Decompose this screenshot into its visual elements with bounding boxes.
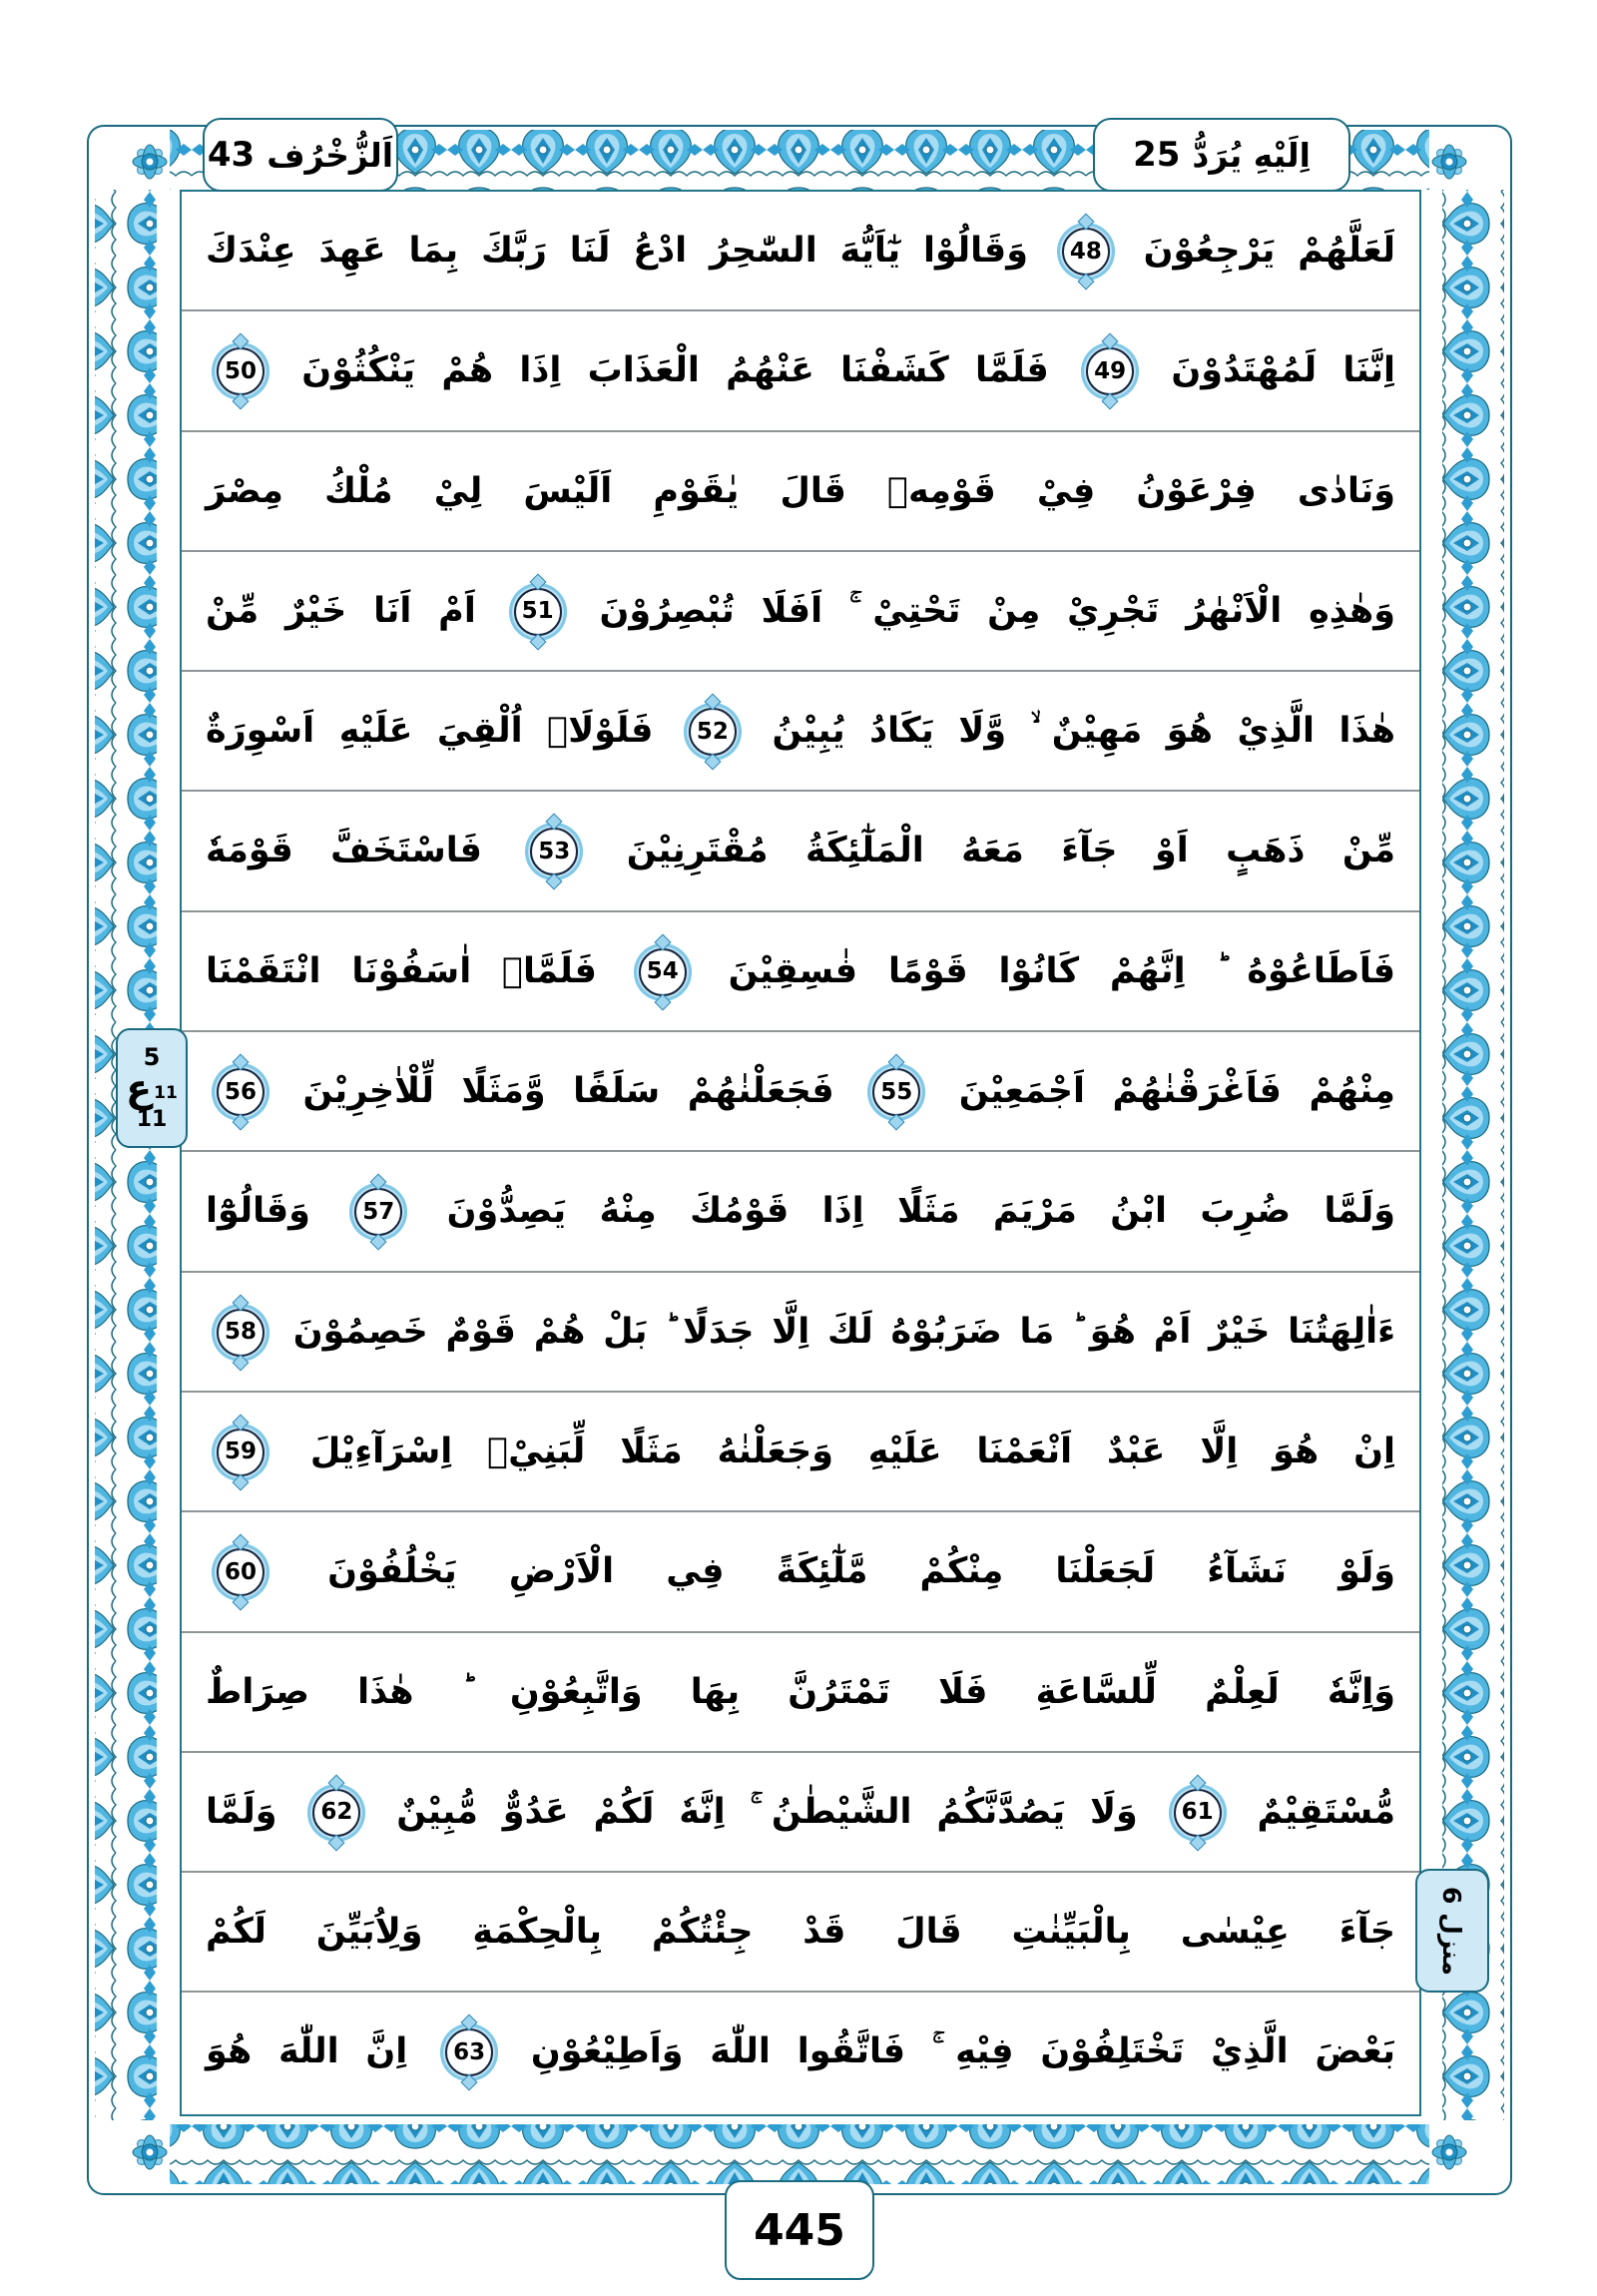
quran-line-3 <box>182 432 1419 552</box>
ayah-marker-57 <box>349 1183 407 1241</box>
ruku-surah-count: 5 <box>143 1043 161 1071</box>
quran-line-6 <box>182 792 1419 911</box>
ayah-number: 52 <box>689 708 737 756</box>
quran-line-9 <box>182 1152 1419 1272</box>
ayah-number: 50 <box>217 347 265 395</box>
ayah-marker-50 <box>212 342 269 400</box>
juz-name: اِلَيْهِ يُرَدُّ <box>1192 135 1311 175</box>
surah-header-tab <box>203 118 398 192</box>
quran-text-segment: لَعَلَّهُمْ يَرْجِعُوْنَ <box>1120 231 1395 271</box>
ayah-number: 58 <box>217 1309 265 1357</box>
ayah-number: 62 <box>312 1789 360 1837</box>
ayah-number: 61 <box>1174 1789 1222 1837</box>
ayah-marker-60 <box>212 1543 269 1601</box>
quran-text-segment: فَاسْتَخَفَّ قَوْمَهٗ <box>206 831 520 871</box>
quran-line-12 <box>182 1512 1419 1632</box>
ayah-marker-54 <box>634 943 692 1001</box>
ruku-juz-count: 11 <box>136 1107 168 1132</box>
quran-text-segment: فَاَطَاعُوْهُ ؕ اِنَّهُمْ كَانُوْا قَوْمًا فٰسِقِيْنَ <box>697 950 1395 991</box>
quran-text-segment: مِنْهُمْ فَاَغْرَقْنٰهُمْ اَجْمَعِيْنَ <box>931 1071 1395 1112</box>
quran-text-segment: اِنَّنَا لَمُهْتَدُوْنَ <box>1145 350 1395 391</box>
quran-text-segment: اِنَّ اللّٰهَ هُوَ <box>206 2031 435 2072</box>
ayah-marker-55 <box>867 1063 925 1121</box>
quran-text-segment: وَقَالُوْٓا <box>206 1191 344 1232</box>
quran-text-segment: وَلَوْ نَشَآءُ لَجَعَلْنَا مِنْكُمْ مَّلٰٓئِكَةً فِي الْاَرْضِ يَخْلُفُوْنَ <box>275 1551 1395 1592</box>
quran-line-5 <box>182 672 1419 792</box>
quran-line-13 <box>182 1633 1419 1753</box>
text-frame <box>180 190 1421 2116</box>
quran-text-segment: ءَاٰلِهَتُنَا خَيْرٌ اَمْ هُوَ ؕ مَا ضَرَبُوْهُ لَكَ اِلَّا جَدَلًا ؕ بَلْ هُمْ قَوْمٌ خَصِمُوْنَ <box>275 1311 1395 1352</box>
quran-line-8 <box>182 1032 1419 1152</box>
ayah-marker-53 <box>525 823 583 880</box>
ayah-marker-58 <box>212 1304 269 1362</box>
quran-text-segment: وَلَا يَصُدَّنَّكُمُ الشَّيْطٰنُ ۚ اِنَّهٗ لَكُمْ عَدُوٌّ مُّبِيْنٌ <box>371 1791 1163 1832</box>
ayah-number: 63 <box>445 2028 493 2076</box>
quran-text-segment: وَقَالُوْا يٰٓاَيُّهَ السّٰحِرُ ادْعُ لَنَا رَبَّكَ بِمَا عَهِدَ عِنْدَكَ <box>206 231 1051 271</box>
ayah-marker-51 <box>509 583 567 641</box>
ruku-ain-row <box>126 1066 178 1110</box>
quran-text-segment: هٰذَا الَّذِيْ هُوَ مَهِيْنٌ ۙ وَّلَا يَكَادُ يُبِيْنُ <box>747 711 1395 752</box>
ayah-number: 53 <box>530 828 578 875</box>
ayah-number: 59 <box>217 1429 265 1476</box>
quran-text-segment: فَلَوْلَاۤ اُلْقِيَ عَلَيْهِ اَسْوِرَةٌ <box>206 711 678 752</box>
ayah-marker-49 <box>1081 342 1139 400</box>
surah-number: 43 <box>207 135 256 175</box>
quran-text-segment: مُّسْتَقِيْمٌ <box>1232 1791 1395 1832</box>
quran-text-segment: اِنْ هُوَ اِلَّا عَبْدٌ اَنْعَمْنَا عَلَيْهِ وَجَعَلْنٰهُ مَثَلًا لِّبَنِيْۤ اِسْرَآءِيْلَ <box>275 1431 1395 1471</box>
ayah-number: 54 <box>639 948 687 996</box>
ruku-ain-letter: ع <box>126 1066 153 1110</box>
surah-name: اَلزُّخْرُف <box>266 135 394 175</box>
manzil-marker <box>1415 1869 1489 1993</box>
ayah-marker-63 <box>440 2023 498 2081</box>
ayah-marker-56 <box>212 1063 269 1121</box>
quran-text-segment: وَاِنَّهٗ لَعِلْمٌ لِّلسَّاعَةِ فَلَا تَمْتَرُنَّ بِهَا وَاتَّبِعُوْنِ ؕ هٰذَا صِرَاطٌ <box>206 1671 1395 1712</box>
quran-text-segment: وَلَمَّا <box>206 1791 302 1832</box>
quran-text-segment: فَجَعَلْنٰهُمْ سَلَفًا وَّمَثَلًا لِّلْاٰخِرِيْنَ <box>275 1071 862 1112</box>
quran-text-segment: فَلَمَّا كَشَفْنَا عَنْهُمُ الْعَذَابَ اِذَا هُمْ يَنْكُثُوْنَ <box>275 350 1076 391</box>
quran-text-segment: وَنَادٰى فِرْعَوْنُ فِيْ قَوْمِهٖ قَالَ يٰقَوْمِ اَلَيْسَ لِيْ مُلْكُ مِصْرَ <box>206 470 1395 511</box>
ayah-marker-48 <box>1057 223 1115 281</box>
quran-text-segment: فَلَمَّاۤ اٰسَفُوْنَا انْتَقَمْنَا <box>206 950 628 991</box>
quran-line-10 <box>182 1273 1419 1393</box>
quran-line-14 <box>182 1753 1419 1873</box>
juz-number: 25 <box>1133 135 1181 175</box>
quran-text-segment: وَلَمَّا ضُرِبَ ابْنُ مَرْيَمَ مَثَلًا اِذَا قَوْمُكَ مِنْهُ يَصِدُّوْنَ <box>413 1191 1395 1232</box>
manzil-label: منزل 6 <box>1437 1886 1467 1976</box>
ayah-marker-61 <box>1169 1784 1227 1842</box>
ayah-marker-62 <box>307 1784 365 1842</box>
ayah-marker-52 <box>684 703 742 761</box>
juz-header-tab <box>1093 118 1350 192</box>
quran-text-segment: اَمْ اَنَا خَيْرٌ مِّنْ <box>206 590 503 631</box>
ayah-number: 56 <box>217 1068 265 1116</box>
ayah-number: 55 <box>872 1068 920 1116</box>
quran-line-11 <box>182 1393 1419 1512</box>
quran-line-7 <box>182 912 1419 1032</box>
quran-line-2 <box>182 311 1419 431</box>
ayah-number: 60 <box>217 1548 265 1596</box>
ayah-number: 49 <box>1086 347 1134 395</box>
quran-text-segment: مِّنْ ذَهَبٍ اَوْ جَآءَ مَعَهُ الْمَلٰٓئِكَةُ مُقْتَرِنِيْنَ <box>589 831 1395 871</box>
ayah-number: 51 <box>514 588 562 636</box>
quran-text-segment: جَآءَ عِيْسٰى بِالْبَيِّنٰتِ قَالَ قَدْ جِئْتُكُمْ بِالْحِكْمَةِ وَلِاُبَيِّنَ لَكُمْ <box>206 1912 1395 1953</box>
ruku-ayah-count: 11 <box>154 1082 178 1103</box>
ayah-number: 57 <box>354 1188 402 1236</box>
quran-lines <box>182 192 1419 2114</box>
ruku-marker <box>116 1028 188 1148</box>
quran-line-15 <box>182 1873 1419 1993</box>
ayah-number: 48 <box>1062 228 1110 276</box>
page-number-tab <box>725 2180 874 2280</box>
quran-text-segment: بَعْضَ الَّذِيْ تَخْتَلِفُوْنَ فِيْهِ ۚ فَاتَّقُوا اللّٰهَ وَاَطِيْعُوْنِ <box>504 2031 1395 2072</box>
quran-line-1 <box>182 192 1419 311</box>
quran-text-segment: وَهٰذِهِ الْاَنْهٰرُ تَجْرِيْ مِنْ تَحْتِيْ ۚ اَفَلَا تُبْصِرُوْنَ <box>572 590 1395 631</box>
ayah-marker-59 <box>212 1424 269 1481</box>
page-number: 445 <box>754 2204 845 2256</box>
quran-line-16 <box>182 1993 1419 2112</box>
quran-line-4 <box>182 552 1419 672</box>
